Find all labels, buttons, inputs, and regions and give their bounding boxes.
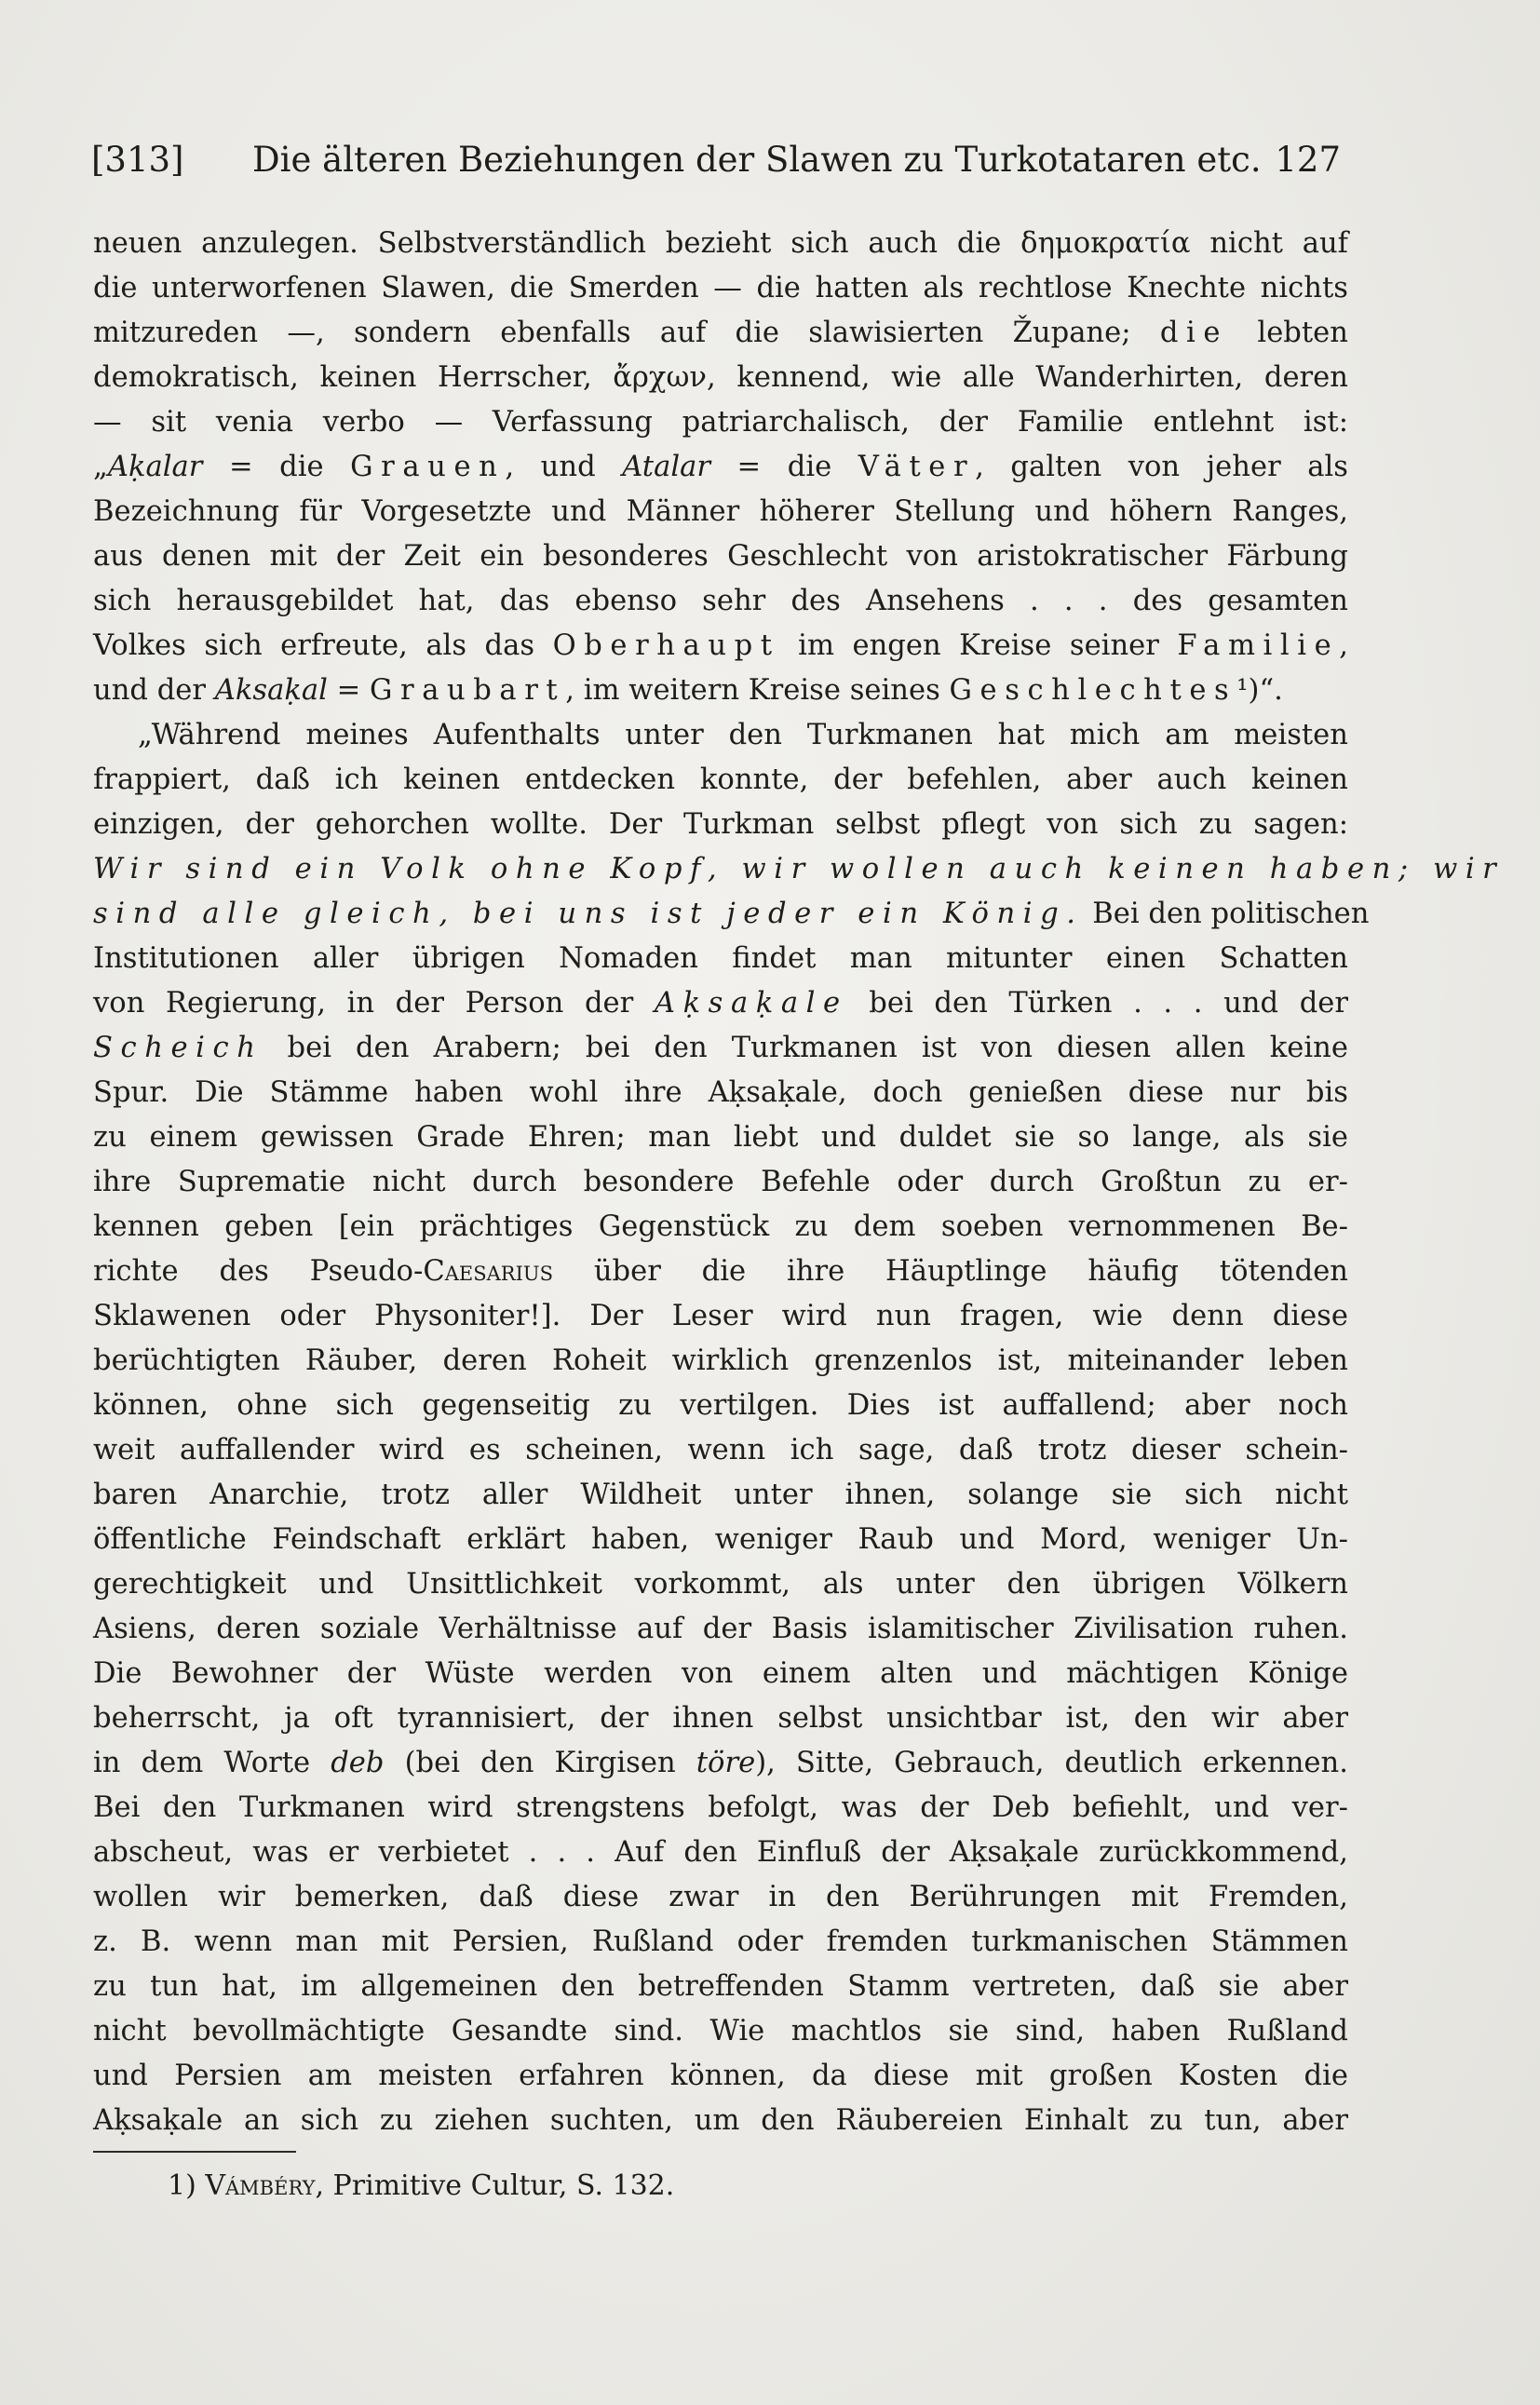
text-line (93, 579, 1348, 624)
text-segment: Die Bewohner der Wüste werden von einem alten und mächtigen Könige (93, 1657, 1348, 1690)
running-title: Die älteren Beziehungen der Slawen zu Turkotataren etc. (252, 140, 1262, 180)
text-line (93, 1696, 1348, 1741)
text-line (93, 1741, 1348, 1786)
text-segment: im engen Kreise seiner (779, 629, 1178, 662)
text-segment: einzigen, der gehorchen wollte. Der Turkman selbst pflegt von sich zu sagen: (93, 808, 1348, 841)
text-segment: Grauen (350, 451, 506, 483)
text-line (93, 803, 1348, 847)
text-line (93, 981, 1348, 1026)
text-segment: Sklawenen oder Physoniter!]. Der Leser wird nun fragen, wie denn diese (93, 1300, 1348, 1332)
text-line (93, 1831, 1348, 1875)
text-line (93, 534, 1348, 579)
text-segment: zu tun hat, im allgemeinen den betreffenden Stamm vertreten, daß sie aber (93, 1970, 1348, 2003)
text-line (93, 1518, 1348, 1562)
text-segment: ¹)“. (1236, 674, 1283, 707)
text-segment: Väter (858, 451, 976, 483)
text-segment: Institutionen aller übrigen Nomaden findet man mitunter einen Schatten (93, 942, 1348, 975)
text-line (93, 490, 1348, 534)
text-segment: richte des Pseudo- (93, 1255, 424, 1288)
text-line (93, 400, 1348, 445)
text-segment: = (327, 674, 370, 707)
page-number-bracketed: [313] (91, 140, 184, 180)
text-segment: können, ohne sich gegenseitig zu vertilgen. Dies ist auffallend; aber noch (93, 1389, 1348, 1422)
text-segment: Atalar (622, 451, 710, 483)
text-line (93, 445, 1348, 490)
text-segment: weit auffallender wird es scheinen, wenn ich sage, daß trotz dieser schein- (93, 1434, 1348, 1466)
text-segment: baren Anarchie, trotz aller Wildheit unter ihnen, solange sie sich nicht (93, 1479, 1348, 1511)
body-text (93, 222, 1505, 2143)
text-segment: berüchtigten Räuber, deren Roheit wirklich grenzenlos ist, miteinander leben (93, 1344, 1348, 1377)
text-segment: , im weitern Kreise seines (565, 674, 950, 707)
text-line (93, 1205, 1348, 1250)
text-line (93, 1294, 1348, 1339)
text-segment: Volkes sich erfreute, als das (93, 629, 553, 662)
text-line (93, 1652, 1348, 1696)
text-segment: Bei den Turkmanen wird strengstens befolgt, was der Deb befiehlt, und ver- (93, 1791, 1348, 1824)
text-line (93, 847, 1505, 892)
text-segment: Asiens, deren soziale Verhältnisse auf der Basis islamitischer Zivilisation ruhen. (93, 1613, 1348, 1645)
text-segment: sich herausgebildet hat, das ebenso sehr des Ansehens . . . des gesamten (93, 585, 1348, 617)
text-line (93, 2099, 1348, 2143)
text-line (93, 266, 1348, 311)
text-segment: Aḳalar (107, 451, 203, 483)
text-line (93, 758, 1348, 803)
text-segment: Scheich (93, 1032, 263, 1064)
text-segment: sind alle gleich, bei uns ist jeder ein König. (93, 898, 1084, 930)
text-segment: und der (93, 674, 215, 707)
text-line (93, 1607, 1348, 1652)
text-line (93, 713, 1348, 758)
text-segment: gerechtigkeit und Unsittlichkeit vorkommt, als unter den übrigen Völkern (93, 1568, 1348, 1601)
text-segment: ihre Suprematie nicht durch besondere Befehle oder durch Großtun zu er- (93, 1166, 1348, 1198)
text-line (93, 1026, 1348, 1071)
text-segment: töre (696, 1747, 756, 1779)
footnote (168, 2164, 674, 2209)
text-segment: Aḳsaḳale an sich zu ziehen suchten, um den Räubereien Einhalt zu tun, aber (93, 2104, 1348, 2137)
text-segment: zu einem gewissen Grade Ehren; man liebt und duldet sie so lange, als sie (93, 1121, 1348, 1154)
text-line (93, 311, 1348, 356)
text-segment: Spur. Die Stämme haben wohl ihre Aḳsaḳale, doch genießen diese nur bis (93, 1076, 1348, 1109)
text-segment: die unterworfenen Slawen, die Smerden — die hatten als rechtlose Knechte nichts (93, 272, 1348, 304)
text-line (93, 1160, 1348, 1205)
text-segment: ), Sitte, Gebrauch, deutlich erkennen. (755, 1747, 1348, 1779)
text-segment: wollen wir bemerken, daß diese zwar in den Berührungen mit Fremden, (93, 1881, 1348, 1913)
footnote-divider (93, 2151, 296, 2153)
text-line (93, 1384, 1348, 1428)
text-segment: , (1339, 629, 1348, 662)
text-line (93, 2009, 1348, 2054)
text-line (93, 624, 1348, 669)
text-segment: Bezeichnung für Vorgesetzte und Männer höherer Stellung und höhern Ranges, (93, 495, 1348, 528)
text-segment: beherrscht, ja oft tyrannisiert, der ihnen selbst unsichtbar ist, den wir aber (93, 1702, 1348, 1735)
text-segment: Bei den politischen (1083, 898, 1370, 930)
text-segment: = die (709, 451, 858, 483)
text-segment: über die ihre Häuptlinge häufig tötenden (552, 1255, 1348, 1288)
text-line (93, 1115, 1348, 1160)
text-segment: Caesarius (423, 1255, 553, 1288)
footnote-number: 1) (168, 2169, 196, 2202)
text-line (93, 222, 1348, 266)
text-segment: demokratisch, keinen Herrscher, ἄρχων, kennend, wie alle Wanderhirten, deren (93, 361, 1348, 394)
page-number: 127 (1275, 140, 1341, 180)
text-line (93, 669, 1348, 713)
text-segment: = die (202, 451, 351, 483)
text-segment: bei den Arabern; bei den Turkmanen ist von diesen allen keine (263, 1032, 1348, 1064)
text-segment: (bei den Kirgisen (384, 1747, 696, 1779)
text-segment: — sit venia verbo — Verfassung patriarchalisch, der Familie entlehnt ist: (93, 406, 1348, 439)
text-segment: aus denen mit der Zeit ein besonderes Geschlecht von aristokratischer Färbung (93, 540, 1348, 573)
text-line (93, 1786, 1348, 1831)
text-line (93, 2054, 1348, 2099)
text-line (93, 1071, 1348, 1115)
text-segment: öffentliche Feindschaft erklärt haben, weniger Raub und Mord, weniger Un- (93, 1523, 1348, 1556)
text-segment: , und (505, 451, 623, 483)
text-segment: Aḳsaḳale (654, 987, 848, 1020)
text-line (93, 356, 1348, 400)
text-segment: in dem Worte (93, 1747, 331, 1779)
footnote-citation: , Primitive Cultur, S. 132. (315, 2169, 675, 2202)
text-segment: Aksaḳal (214, 674, 328, 707)
text-segment: mitzureden —, sondern ebenfalls auf die slawisierten Župane; (93, 317, 1160, 349)
text-segment: , galten von jeher als (975, 451, 1348, 483)
text-segment: kennen geben [ein prächtiges Gegenstück zu dem soeben vernommenen Be- (93, 1210, 1348, 1243)
text-segment: deb (331, 1747, 385, 1779)
text-segment: Geschlechtes (949, 674, 1237, 707)
text-segment: z. B. wenn man mit Persien, Rußland oder fremden turkmanischen Stämmen (93, 1925, 1348, 1958)
text-line (93, 937, 1348, 981)
footnote-author: Vámbéry (205, 2169, 316, 2202)
text-segment: und Persien am meisten erfahren können, da diese mit großen Kosten die (93, 2060, 1348, 2092)
text-segment: Oberhaupt (552, 629, 780, 662)
text-segment: neuen anzulegen. Selbstverständlich bezieht sich auch die δημοκρατία nicht auf (93, 227, 1348, 260)
text-line (93, 1250, 1348, 1294)
text-segment: „Während meines Aufenthalts unter den Turkmanen hat mich am meisten (138, 719, 1348, 751)
text-segment: abscheut, was er verbietet . . . Auf den Einfluß der Aḳsaḳale zurückkommend, (93, 1836, 1348, 1869)
text-segment: Familie (1177, 629, 1340, 662)
text-line (93, 1339, 1348, 1384)
text-line (93, 1473, 1348, 1518)
text-segment: von Regierung, in der Person der (93, 987, 655, 1020)
text-segment: bei den Türken . . . und der (847, 987, 1349, 1020)
page-header (91, 132, 1341, 188)
text-segment: „ (93, 451, 108, 483)
text-line (93, 1562, 1348, 1607)
text-segment: lebten (1228, 317, 1348, 349)
text-segment: frappiert, daß ich keinen entdecken konnte, der befehlen, aber auch keinen (93, 763, 1348, 796)
text-segment: Wir sind ein Volk ohne Kopf, wir wollen auch keinen haben; wir (93, 853, 1505, 885)
text-line (93, 892, 1370, 937)
text-line (93, 1920, 1348, 1965)
text-segment: nicht bevollmächtigte Gesandte sind. Wie machtlos sie sind, haben Rußland (93, 2015, 1348, 2047)
text-segment: die (1159, 317, 1229, 349)
text-segment: Graubart (370, 674, 566, 707)
text-line (93, 1428, 1348, 1473)
text-line (93, 1965, 1348, 2009)
text-line (93, 1875, 1348, 1920)
